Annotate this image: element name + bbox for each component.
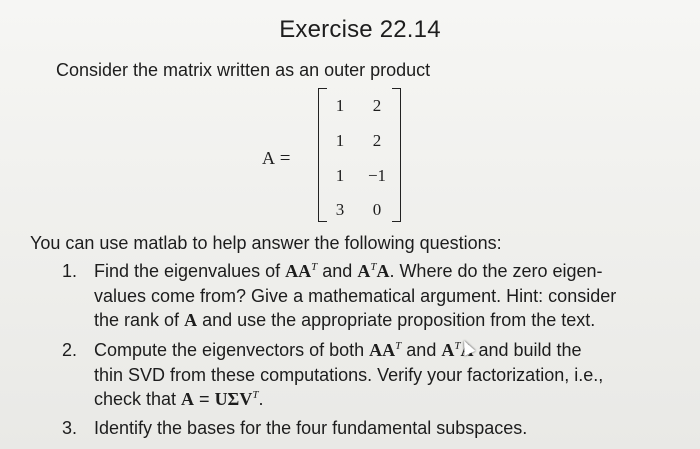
question-text-fragment: and use the appropriate proposition from the text. <box>197 310 596 330</box>
matrix-name: A <box>262 148 275 168</box>
matrix-cell: 2 <box>372 96 382 115</box>
matrix-equals: = <box>279 148 291 169</box>
matrix-cell: 0 <box>372 200 382 219</box>
intro-text: Consider the matrix written as an outer product <box>56 60 431 80</box>
questions-prompt: You can use matlab to help answer the following questions: <box>30 233 502 253</box>
math-superscript: T <box>252 389 259 401</box>
math-symbol: A <box>181 389 195 409</box>
question-number: 1. <box>62 261 78 281</box>
question-text <box>94 338 659 412</box>
math-symbol: A <box>441 340 455 360</box>
question-text-fragment: . Where do the zero eigen- <box>389 261 603 281</box>
math-superscript: T <box>311 261 318 273</box>
matrix-right-bracket <box>392 88 401 222</box>
question-text-fragment: Identify the bases for the four fundamental subspaces. <box>94 418 528 438</box>
math-symbol: A <box>184 310 198 330</box>
question-text-fragment: and <box>401 340 442 360</box>
question-text-fragment: thin SVD from these computations. Verify your factorization, i.e., <box>94 364 604 385</box>
math-symbol: A <box>376 261 390 281</box>
matrix-cell: −1 <box>367 166 387 185</box>
math-symbol: AA <box>285 261 312 281</box>
matrix-cell: 1 <box>335 96 345 115</box>
math-superscript: T <box>370 261 377 273</box>
question-text-fragment: Find the eigenvalues of <box>94 261 286 281</box>
question-text-fragment: and <box>317 261 358 281</box>
matrix-cell: 1 <box>335 131 345 150</box>
math-symbol: UΣV <box>214 389 253 409</box>
matrix-cell: 1 <box>335 166 345 185</box>
math-superscript: T <box>454 340 461 352</box>
math-symbol: A <box>357 261 371 281</box>
math-superscript: T <box>395 340 402 352</box>
math-symbol: AA <box>369 340 396 360</box>
matrix-lhs <box>262 148 290 170</box>
question-text-fragment: = <box>194 389 215 409</box>
exercise-title: Exercise 22.14 <box>279 16 441 43</box>
question-text <box>94 259 659 333</box>
question-text-fragment: . <box>258 389 264 409</box>
question-text-fragment: Compute the eigenvectors of both <box>94 340 370 360</box>
question-text-fragment: and build the <box>473 340 582 360</box>
question-text-fragment: check that <box>94 389 182 409</box>
question-text-fragment: values come from? Give a mathematical argument. Hint: consider <box>94 285 617 306</box>
matrix-cell: 2 <box>372 131 382 150</box>
question-number: 2. <box>62 340 78 360</box>
matrix-cell: 3 <box>335 200 345 219</box>
math-symbol: A <box>460 340 474 360</box>
question-text-fragment: the rank of <box>94 310 185 330</box>
question-text <box>94 416 659 441</box>
question-number: 3. <box>62 418 78 438</box>
